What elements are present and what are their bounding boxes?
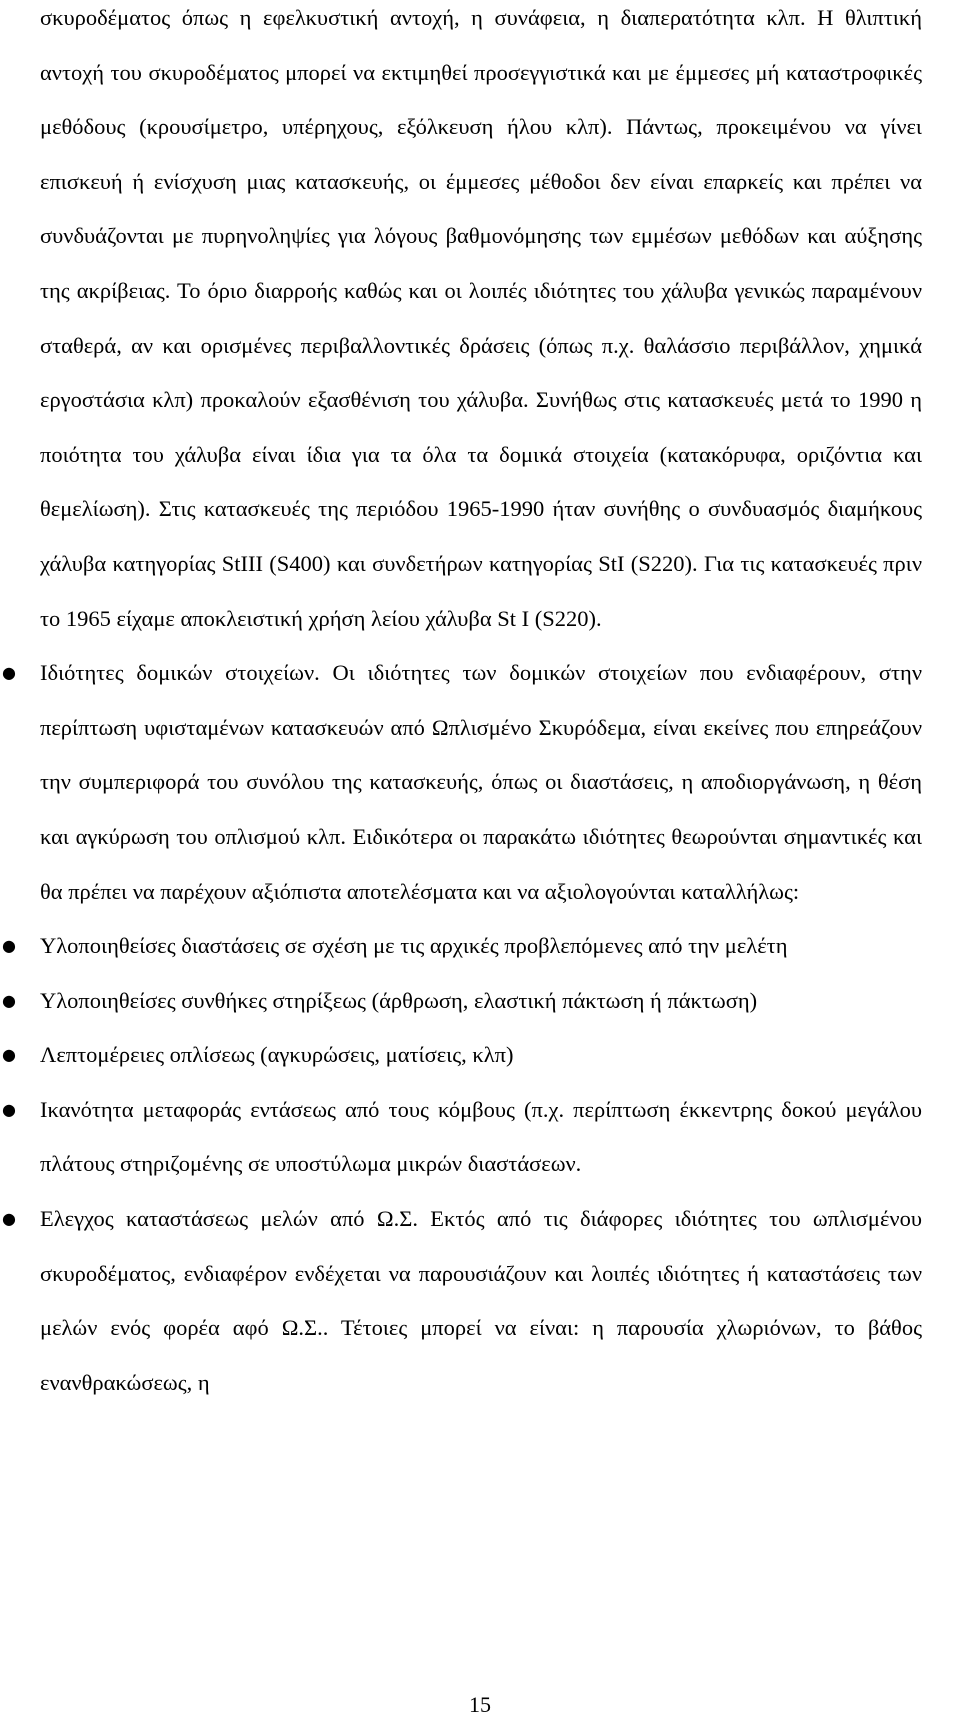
bullet-icon: ● (2, 990, 16, 1010)
bullet-item-dimensions (2, 919, 922, 974)
bullet-icon: ● (2, 1099, 16, 1119)
bullet-item-member-condition (2, 1192, 922, 1410)
bullet-text: Ιδιότητες δομικών στοιχείων. Οι ιδιότητες των δομικών στοιχείων που ενδιαφέρουν, στην περίπτωση υφισταμένων κατασκευών από Ωπλισμένο Σκυρόδεμα, είναι εκείνες που επηρεάζουν την συμπεριφορά του συνόλου της κατασκευής, όπως οι διαστάσεις, η αποδιοργάνωση, η θέση και αγκύρωση του οπλισμού κλπ. Ειδικότερα οι παρακάτω ιδιότητες θεωρούνται σημαντικές και θα πρέπει να παρέχουν αξιόπιστα αποτελέσματα και να αξιολογούνται καταλλήλως: (40, 660, 922, 904)
bullet-text: Υλοποιηθείσες συνθήκες στηρίξεως (άρθρωση, ελαστική πάκτωση ή πάκτωση) (40, 987, 758, 1013)
bullet-text: Ικανότητα μεταφοράς εντάσεως από τους κόμβους (π.χ. περίπτωση έκκεντρης δοκού μεγάλου πλάτους στηριζομένης σε υποστύλωμα μικρών διαστάσεων. (40, 1096, 922, 1177)
document-page (2, 0, 922, 1410)
paragraph-intro: σκυροδέματος όπως η εφελκυστική αντοχή, η συνάφεια, η διαπερατότητα κλπ. Η θλιπτική αντοχή του σκυροδέματος μπορεί να εκτιμηθεί προσεγγιστικά και με έμμεσες μή καταστροφικές μεθόδους (κρουσίμετρο, υπέρηχους, εξόλκευση ήλου κλπ). Πάντως, προκειμένου να γίνει επισκευή ή ενίσχυση μιας κατασκευής, οι έμμεσες μέθοδοι δεν είναι επαρκείς και πρέπει να συνδυάζονται με πυρηνοληψίες για λόγους βαθμονόμησης των εμμέσων μεθόδων και αύξησης της ακρίβειας. Το όριο διαρροής καθώς και οι λοιπές ιδιότητες του χάλυβα γενικώς παραμένουν σταθερά, αν και ορισμένες περιβαλλοντικές δράσεις (όπως π.χ. θαλάσσιο περιβάλλον, χημικά εργοστάσια κλπ) προκαλούν εξασθένιση του χάλυβα. Συνήθως στις κατασκευές μετά το 1990 η ποιότητα του χάλυβα είναι ίδια για τα όλα τα δομικά στοιχεία (κατακόρυφα, οριζόντια και θεμελίωση). Στις κατασκευές της περιόδου 1965-1990 ήταν συνήθης ο συνδυασμός διαμήκους χάλυβα κατηγορίας StIII (S400) και συνδετήρων κατηγορίας StI (S220). Για τις κατασκευές πριν το 1965 είχαμε αποκλειστική χρήση λείου χάλυβα St I (S220). (40, 5, 922, 631)
bullet-icon: ● (2, 1045, 16, 1065)
bullet-text: Ελεγχος καταστάσεως μελών από Ω.Σ. Εκτός από τις διάφορες ιδιότητες του ωπλισμένου σκυροδέματος, ενδιαφέρον ενδέχεται να παρουσιάζουν και λοιπές ιδιότητες ή καταστάσεις των μελών ενός φορέα αφό Ω.Σ.. Τέτοιες μπορεί να είναι: η παρουσία χλωριόνων, το βάθος ενανθρακώσεως, η (40, 1206, 922, 1395)
bullet-icon: ● (2, 936, 16, 956)
bullet-item-support-conditions (2, 974, 922, 1029)
bullet-item-element-properties (2, 646, 922, 919)
bullet-item-joint-capacity (2, 1083, 922, 1192)
bullet-list (2, 646, 922, 1410)
bullet-item-reinforcement-details (2, 1028, 922, 1083)
bullet-text: Υλοποιηθείσες διαστάσεις σε σχέση με τις αρχικές προβλεπόμενες από την μελέτη (40, 933, 788, 959)
bullet-icon: ● (2, 1209, 16, 1229)
page-number: 15 (469, 1692, 491, 1717)
bullet-icon: ● (2, 663, 16, 683)
bullet-text: Λεπτομέρειες οπλίσεως (αγκυρώσεις, ματίσεις, κλπ) (40, 1042, 514, 1068)
